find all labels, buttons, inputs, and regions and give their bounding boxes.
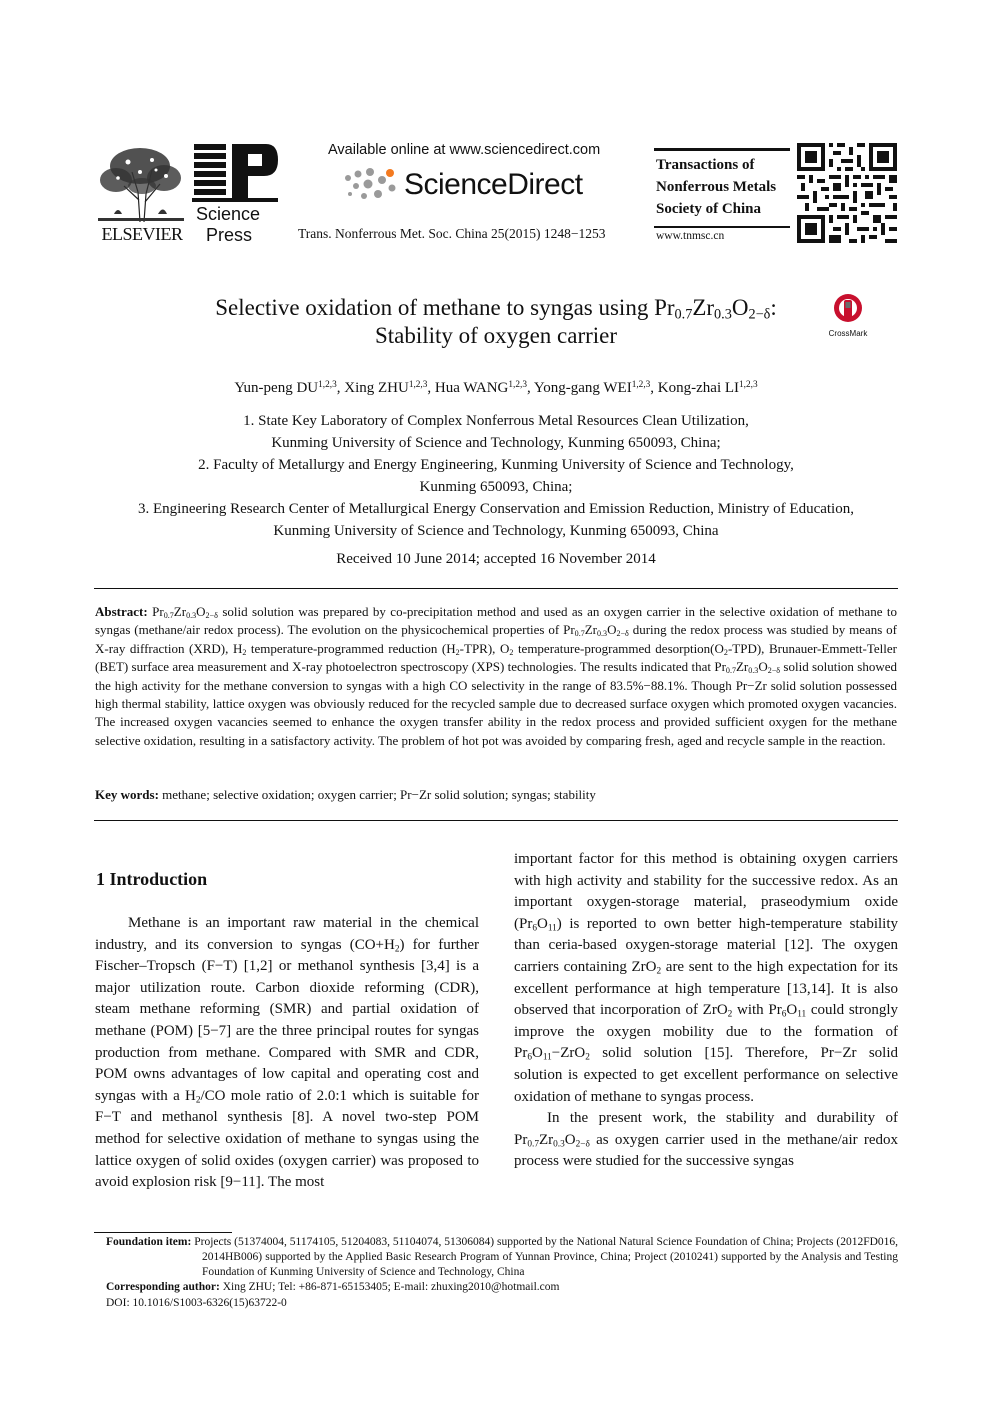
affiliation-line: Kunming University of Science and Technology, Kunming 650093, China [273,523,719,539]
title-text: : [770,295,777,320]
abstract-label: Abstract: [95,604,148,619]
paragraph-text: In the present work, the stability and durability of [547,1110,898,1127]
journal-top-rule [654,148,790,151]
journal-citation: Trans. Nonferrous Met. Soc. China 25(2015) 1248−1253 [298,226,606,241]
author-separator: , [427,380,435,396]
paragraph-text: important factor for this method is obtaining oxygen carriers with high activity and stability for the successive redox. As an important oxygen-storage material, praseodymium oxide (Pr [514,851,898,932]
formula-part: Zr [735,659,749,675]
journal-bottom-rule [654,226,790,228]
subscript: 2 [195,1095,201,1106]
subscript: 2 [585,1052,590,1063]
abstract-text: temperature-programmed desorption(O [517,640,724,656]
subscript: 0.7 [527,1139,539,1150]
sciencedirect-wordmark: ScienceDirect [404,168,583,201]
formula-part: Zr [584,622,598,638]
science-press-word-2: Press [206,225,253,245]
subscript: 2−δ [748,306,771,323]
author-affiliation: 1,2,3 [508,379,527,390]
subscript: 0.3 [597,629,608,639]
paragraph-text: solid solution [15]. Therefore, Pr−Zr solid solution is expected to get excellent performance on selective oxidation of methane to syngas process. [514,1045,899,1105]
subscript: 2 [455,647,460,657]
science-press-logo-icon [192,142,278,202]
formula-part: Pr [563,622,575,638]
footnote-text: Xing ZHU; Tel: +86-871-65153405; E-mail: zhuxing2010@hotmail.com [222,1281,560,1293]
subscript: 0.3 [714,306,732,323]
science-press-word-1: Science [196,204,261,224]
author-separator: , [650,380,658,396]
abstract-bottom-rule [94,820,898,821]
formula-part: O [607,622,617,638]
title-text: O [731,295,749,320]
affiliation-line: 3. Engineering Research Center of Metallurgical Energy Conservation and Emission Reduction, Ministry of Education, [138,501,854,517]
journal-title-line: Nonferrous Metals [656,179,777,195]
journal-title [656,154,776,220]
formula-part: Pr [152,604,164,619]
author-separator: , [526,380,534,396]
paper-title [96,294,896,350]
crossmark-badge[interactable] [826,292,870,338]
journal-title-line: Society of China [656,201,761,217]
formula-part: O [758,659,768,675]
paragraph-text: with Pr [737,1002,782,1019]
formula-part: Zr [538,1131,554,1148]
formula-part: Pr [514,1131,528,1148]
sciencedirect-dots-icon [342,164,402,206]
abstract-text: solid solution showed the high activity for the methane conversion to syngas with a high CO selectivity in the range of 83.5%−88.1%. Though Pr−Zr solid solution possessed high thermal stability, lattice oxygen was obviously reduced for the recycled sample due to decreased surface oxygen which promoted oxygen vacancies. The increased oxygen vacancies seemed to enhance the oxygen transfer ability in the redox process and provided sufficient oxygen for the methane selective oxidation, resulting in a satisfactory activity. The problem of hot pot was avoided by comparing fresh, aged and recycle sample in the reaction. [95,659,897,748]
subscript: 2 [723,647,728,657]
abstract-text: solid solution was prepared by co-precipitation method and used as an oxygen carrier in the selective oxidation of methane to syngas (methane/air redox process). The evolution on the physicochemical properties of [95,604,898,638]
author-name: Kong-zhai LI [657,380,740,396]
title-text: Selective oxidation of methane to syngas using Pr [215,295,675,320]
footnote-rule [94,1232,232,1233]
formula-part: O [499,640,510,656]
footnote-label: Corresponding author: [106,1281,220,1293]
author-name: Yun-peng DU [234,380,319,396]
keywords [95,787,897,803]
paragraph-text: /CO mole ratio of 2.0:1 which is suitable for F−T and methanol synthesis [8]. A novel two-step POM method for selective oxidation of methane to syngas using the lattice oxygen of solid oxides (oxygen carrier) was proposed to avoid explosion risk [9−11]. The most [95,1087,479,1191]
keywords-label: Key words: [95,787,159,802]
elsevier-wordmark: ELSEVIER [101,224,183,244]
crossmark-icon [826,292,870,326]
affiliation-line: Kunming 650093, China; [419,479,573,495]
corresponding-author [106,1280,898,1295]
abstract-text: temperature-programmed reduction (H [250,640,456,656]
subscript: 0.3 [748,666,759,676]
paragraph: important factor for this method is obtaining oxygen carriers with high activity and stability for the successive redox. As an important oxygen-storage material, praseodymium oxide $(Pr_6O_{11})$ is reported to own better high-temperature stability than ceria-based oxygen-storage material [12]. The oxygen carriers containing ZrO$_2$ are sent to the high expectation for its excellent performance at high temperature [13,14]. It is also observed that incorporation of ZrO$_2$ with $Pr_6O_{11}$ could strongly improve the oxygen mobility due to the formation of $Pr_6O_{11}-ZrO_2$ solid solution [15]. Therefore, Pr−Zr solid solution is expected to get excellent performance on selective oxidation of methane to syngas process. [514,851,899,1105]
paragraph-text: Methane is an important raw material in the chemical industry, and its conversion to syngas (CO+H [95,915,479,953]
title-text: Zr [692,295,715,320]
affiliation-line: 2. Faculty of Metallurgy and Energy Engineering, Kunming University of Science and Technology, [198,457,794,473]
left-column [95,913,479,1194]
paragraph-text: are sent to the high expectation for its excellent performance at high temperature [13,14]. It is also observed that incorporation of ZrO [514,958,898,1019]
author-name: Xing ZHU [344,380,409,396]
formula-part: O [564,1131,576,1148]
subscript: 6 [527,1052,532,1063]
affiliation-line: 1. State Key Laboratory of Complex Nonferrous Metal Resources Clean Utilization, [243,413,749,429]
right-column [514,849,898,1173]
abstract-top-rule [94,588,898,589]
subscript: 11 [547,923,557,934]
subscript: 0.7 [574,629,585,639]
qr-code-icon [797,143,897,243]
subscript: 2−δ [767,666,781,676]
author-affiliation: 1,2,3 [318,379,337,390]
formula [714,659,780,674]
journal-url: www.tnmsc.cn [656,230,725,242]
paragraph-text: could strongly improve the oxygen mobility due to the formation of Pr [514,1002,899,1062]
author-name: Hua WANG [434,380,509,396]
subscript: 0.7 [725,666,736,676]
author-affiliation: 1,2,3 [631,379,651,390]
author-affiliation: 1,2,3 [408,379,428,390]
formula-part: Zr [173,604,187,619]
footnote-label: Foundation item: [106,1236,192,1248]
formula-part: Pr [714,659,726,675]
formula [152,604,218,619]
subscript: 2 [394,943,400,954]
abstract-text: during the redox process was studied by means of X-ray diffraction (XRD), [95,622,898,656]
formula-part: O [196,604,206,619]
author-list [96,380,896,397]
subscript: 0.3 [186,611,197,620]
paragraph-text: −ZrO [551,1045,586,1062]
paragraph [95,913,479,1194]
subscript: 2 [509,647,514,657]
paragraph-text: as oxygen carrier used in the methane/air redox process were studied for the successive syngas [514,1131,899,1170]
subscript: 0.3 [553,1139,565,1150]
subscript: 11 [542,1052,552,1063]
subscript: 2−δ [575,1139,590,1150]
subscript: 11 [797,1009,807,1020]
author-affiliation: 1,2,3 [739,379,758,390]
subscript: 0.7 [674,306,693,323]
author-name: Yong-gang WEI [533,380,632,396]
title-line-1 [96,294,896,322]
affiliations [90,410,902,542]
author-separator: , [336,380,345,396]
crossmark-label: CrossMark [828,329,868,338]
subscript: 6 [532,923,537,934]
subscript: 6 [781,1009,787,1020]
keywords-text: methane; selective oxidation; oxygen carrier; Pr−Zr solid solution; syngas; stability [162,787,596,802]
footnote-text: Projects (51374004, 51174105, 51204083, 51104074, 51306084) supported by the National Natural Science Foundation of China; Projects (2012FD016, 2014HB006) supported by the Applied Basic Research Program of Yunnan Province, China; Project (2010241) supported by the Analysis and Testing Foundation of Kunming University of Science and Technology, China [194,1236,899,1278]
subscript: 0.7 [163,611,174,620]
available-online-text: Available online at www.sciencedirect.com [328,142,601,158]
abstract-text: -TPR), [459,640,496,656]
title-line-2: Stability of oxygen carrier [374,323,618,348]
subscript: 2 [242,647,247,657]
abstract-text: -TPD), Brunauer-Emmett-Teller (BET) surface area measurement and X-ray photoelectron spectroscopy (XPS) technologies. The results indicated that [95,640,897,675]
abstract [95,603,897,750]
formula [514,1132,590,1148]
paragraph-text: ) is reported to own better high-temperature stability than ceria-based oxygen-storage material [12]. The oxygen carriers containing ZrO [514,915,898,975]
subscript: 2 [727,1009,733,1020]
received-dates: Received 10 June 2014; accepted 16 November 2014 [336,551,656,567]
subscript: 2 [656,966,662,977]
foundation-footnote [106,1235,898,1280]
journal-title-line: Transactions of [656,157,755,173]
formula-part: H [232,640,243,656]
formula [563,622,629,637]
paragraph [514,1108,898,1173]
doi[interactable]: DOI: 10.1016/S1003-6326(15)63722-0 [106,1297,287,1309]
subscript: 2−δ [616,629,629,639]
affiliation-line: Kunming University of Science and Technology, Kunming 650093, China; [271,435,721,451]
section-heading: 1 Introduction [96,869,208,889]
paragraph-text: ) for further Fischer–Tropsch (F−T) [1,2] or methanol synthesis [3,4] is a major utilization route. Carbon dioxide reforming (CDR), steam methane reforming (SMR) and partial oxidation of methane (POM) [5−7] are the three principal routes for syngas production from methane. Compared with SMR and CDR, POM owns advantages of low capital and operating cost and syngas with a H [95,936,480,1104]
subscript: 2−δ [205,611,218,620]
